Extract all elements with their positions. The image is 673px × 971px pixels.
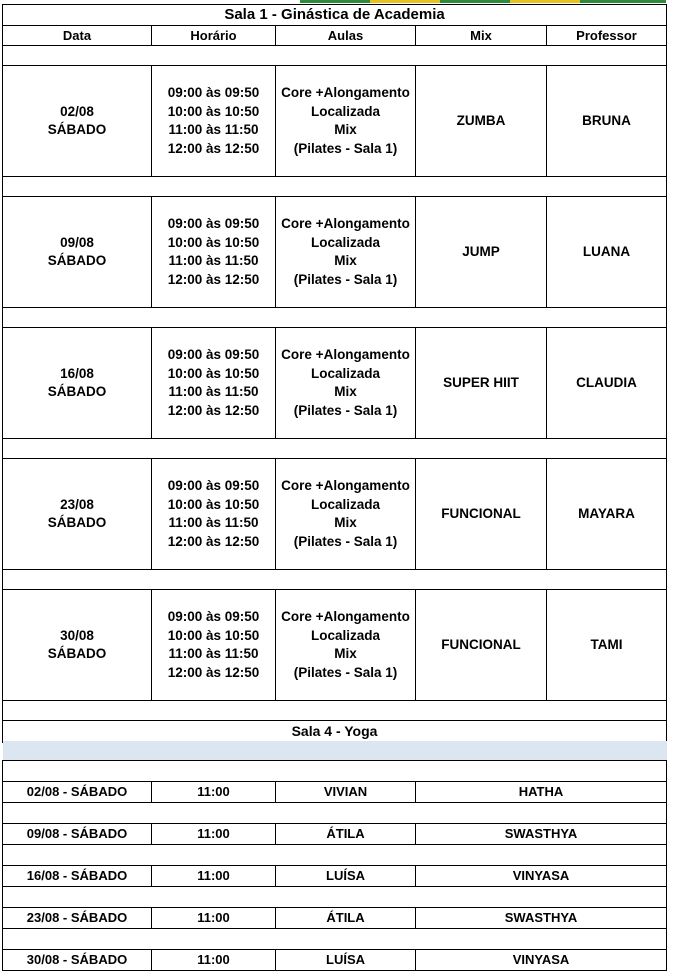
- sala4-schedule-table: [2, 741, 667, 971]
- professor-cell: TAMI: [547, 590, 667, 701]
- mix-cell: ZUMBA: [416, 66, 547, 177]
- header-mix: Mix: [416, 26, 547, 46]
- aulas-cell: [276, 66, 416, 177]
- time-slot: 10:00 às 10:50: [167, 234, 260, 250]
- aula-name: (Pilates - Sala 1): [293, 140, 398, 156]
- yoga-teacher-cell: LUÍSA: [276, 950, 416, 971]
- spacer-row: [3, 701, 667, 721]
- time-slot: 12:00 às 12:50: [167, 402, 260, 418]
- aula-name: Core +Alongamento: [281, 347, 410, 362]
- time-cell: [152, 328, 276, 439]
- time-slot: 09:00 às 09:50: [167, 85, 260, 100]
- mix-cell: FUNCIONAL: [416, 590, 547, 701]
- yoga-date-cell: 09/08 - SÁBADO: [3, 824, 152, 845]
- date-cell: [3, 328, 152, 439]
- aulas-cell: [276, 459, 416, 570]
- header-aulas: Aulas: [276, 26, 416, 46]
- header-horario: Horário: [152, 26, 276, 46]
- aula-name: Core +Alongamento: [281, 478, 410, 493]
- yoga-style-cell: VINYASA: [416, 950, 667, 971]
- yoga-row: [3, 824, 667, 845]
- time-slot: 12:00 às 12:50: [167, 140, 260, 156]
- yoga-row: [3, 866, 667, 887]
- blue-band: [3, 741, 667, 761]
- yoga-date-cell: 16/08 - SÁBADO: [3, 866, 152, 887]
- date-value: 30/08: [60, 627, 94, 643]
- yoga-date-cell: 02/08 - SÁBADO: [3, 782, 152, 803]
- aula-name: Localizada: [310, 365, 381, 381]
- aula-name: Localizada: [310, 496, 381, 512]
- time-slot: 12:00 às 12:50: [167, 664, 260, 680]
- aula-name: (Pilates - Sala 1): [293, 271, 398, 287]
- aula-name: (Pilates - Sala 1): [293, 664, 398, 680]
- weekday-value: SÁBADO: [47, 122, 107, 137]
- time-slot: 11:00 às 11:50: [168, 384, 259, 399]
- weekday-value: SÁBADO: [47, 646, 107, 661]
- yoga-style-cell: SWASTHYA: [416, 908, 667, 929]
- time-cell: [152, 590, 276, 701]
- professor-cell: MAYARA: [547, 459, 667, 570]
- weekday-value: SÁBADO: [47, 515, 107, 530]
- aula-name: Mix: [334, 515, 357, 530]
- time-slot: 12:00 às 12:50: [167, 271, 260, 287]
- yoga-time-cell: 11:00: [152, 866, 276, 887]
- mix-cell: FUNCIONAL: [416, 459, 547, 570]
- time-slot: 10:00 às 10:50: [167, 627, 260, 643]
- time-slot: 09:00 às 09:50: [167, 347, 260, 362]
- yoga-time-cell: 11:00: [152, 782, 276, 803]
- aula-name: Mix: [334, 253, 357, 268]
- yoga-date-cell: 23/08 - SÁBADO: [3, 908, 152, 929]
- date-value: 16/08: [60, 365, 94, 381]
- yoga-time-cell: 11:00: [152, 950, 276, 971]
- yoga-style-cell: SWASTHYA: [416, 824, 667, 845]
- aula-name: Localizada: [310, 234, 381, 250]
- aula-name: Core +Alongamento: [281, 216, 410, 231]
- date-cell: [3, 197, 152, 308]
- time-slot: 10:00 às 10:50: [167, 103, 260, 119]
- professor-cell: CLAUDIA: [547, 328, 667, 439]
- spacer-row: [3, 887, 667, 908]
- spacer-row: [3, 845, 667, 866]
- spacer-row: [3, 570, 667, 590]
- aula-name: Mix: [334, 122, 357, 137]
- date-value: 02/08: [60, 103, 94, 119]
- date-cell: [3, 459, 152, 570]
- aula-name: Core +Alongamento: [281, 609, 410, 624]
- schedule-row: [3, 197, 667, 308]
- time-slot: 12:00 às 12:50: [167, 533, 260, 549]
- spacer-row: [3, 439, 667, 459]
- yoga-teacher-cell: ÁTILA: [276, 824, 416, 845]
- weekday-value: SÁBADO: [47, 253, 107, 268]
- sala1-schedule-table: [2, 4, 667, 743]
- header-data: Data: [3, 26, 152, 46]
- yoga-style-cell: VINYASA: [416, 866, 667, 887]
- time-cell: [152, 197, 276, 308]
- aula-name: (Pilates - Sala 1): [293, 402, 398, 418]
- spacer-row: [3, 929, 667, 950]
- mix-cell: JUMP: [416, 197, 547, 308]
- sala4-rows: [3, 761, 667, 971]
- yoga-teacher-cell: LUÍSA: [276, 866, 416, 887]
- spacer-row: [3, 803, 667, 824]
- spacer-row: [3, 308, 667, 328]
- spacer-row: [3, 46, 667, 66]
- time-slot: 11:00 às 11:50: [168, 253, 259, 268]
- yoga-row: [3, 908, 667, 929]
- professor-cell: LUANA: [547, 197, 667, 308]
- spacer-row: [3, 761, 667, 782]
- schedule-row: [3, 590, 667, 701]
- time-slot: 11:00 às 11:50: [168, 122, 259, 137]
- aula-name: Mix: [334, 646, 357, 661]
- date-cell: [3, 66, 152, 177]
- schedule-row: [3, 328, 667, 439]
- header-professor: Professor: [547, 26, 667, 46]
- time-slot: 09:00 às 09:50: [167, 478, 260, 493]
- aulas-cell: [276, 328, 416, 439]
- date-value: 09/08: [60, 234, 94, 250]
- time-slot: 10:00 às 10:50: [167, 496, 260, 512]
- time-cell: [152, 66, 276, 177]
- aula-name: Mix: [334, 384, 357, 399]
- mix-cell: SUPER HIIT: [416, 328, 547, 439]
- time-cell: [152, 459, 276, 570]
- time-slot: 11:00 às 11:50: [168, 515, 259, 530]
- sala1-title: Sala 1 - Ginástica de Academia: [3, 5, 667, 26]
- schedule-row: [3, 66, 667, 177]
- aulas-cell: [276, 590, 416, 701]
- date-value: 23/08: [60, 496, 94, 512]
- time-slot: 10:00 às 10:50: [167, 365, 260, 381]
- yoga-row: [3, 782, 667, 803]
- yoga-time-cell: 11:00: [152, 908, 276, 929]
- aula-name: Core +Alongamento: [281, 85, 410, 100]
- aula-name: Localizada: [310, 103, 381, 119]
- yoga-teacher-cell: ÁTILA: [276, 908, 416, 929]
- yoga-teacher-cell: VIVIAN: [276, 782, 416, 803]
- yoga-style-cell: HATHA: [416, 782, 667, 803]
- aulas-cell: [276, 197, 416, 308]
- date-cell: [3, 590, 152, 701]
- time-slot: 11:00 às 11:50: [168, 646, 259, 661]
- spacer-row: [3, 177, 667, 197]
- yoga-row: [3, 950, 667, 971]
- sala4-title: Sala 4 - Yoga: [3, 721, 667, 743]
- yoga-date-cell: 30/08 - SÁBADO: [3, 950, 152, 971]
- time-slot: 09:00 às 09:50: [167, 216, 260, 231]
- sala1-rows: [3, 46, 667, 701]
- yoga-time-cell: 11:00: [152, 824, 276, 845]
- aula-name: (Pilates - Sala 1): [293, 533, 398, 549]
- weekday-value: SÁBADO: [47, 384, 107, 399]
- schedule-row: [3, 459, 667, 570]
- aula-name: Localizada: [310, 627, 381, 643]
- time-slot: 09:00 às 09:50: [167, 609, 260, 624]
- professor-cell: BRUNA: [547, 66, 667, 177]
